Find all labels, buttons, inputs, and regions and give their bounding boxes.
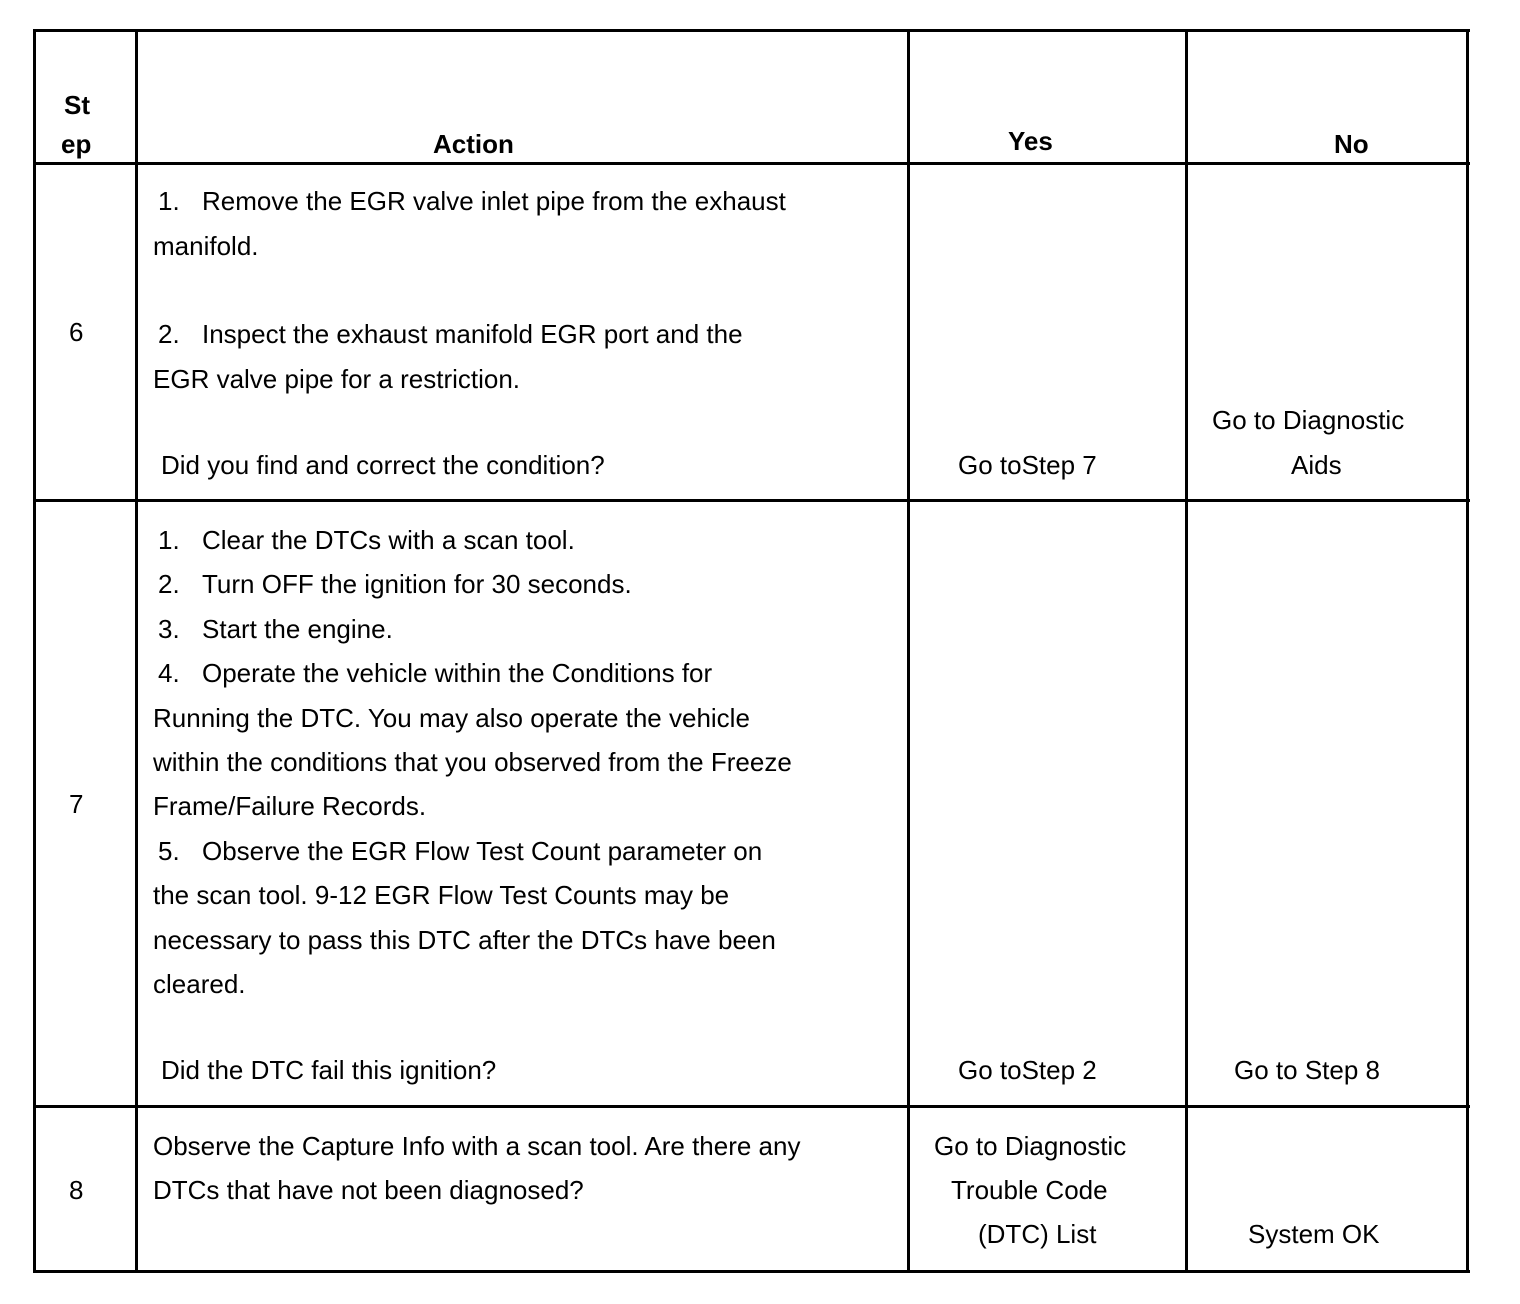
list-number: 2. [158,569,180,599]
row-separator-6-7 [33,499,1470,502]
row7-step3-line1 [155,616,393,642]
column-separator-step-action [135,29,138,1273]
row7-question: Did the DTC fail this ignition? [161,1055,497,1085]
row7-step1-line1 [155,527,575,553]
row6-step2-line1 [155,321,743,347]
row7-no-line1: Go to Step 8 [1234,1055,1380,1085]
list-text: Start the engine. [202,614,393,644]
row6-step1-line1 [155,188,786,214]
column-separator-action-yes [907,29,910,1273]
row8-no-line1: System OK [1248,1219,1380,1249]
table-border-top [33,29,1470,32]
row-separator-7-8 [33,1105,1470,1108]
list-number: 1. [158,186,180,216]
list-number: 3. [158,614,180,644]
step-number-7: 7 [69,789,84,819]
list-text: Operate the vehicle within the Conditions for [202,658,713,688]
row6-no-line2: Aids [1291,450,1342,480]
step-number-8: 8 [69,1175,84,1205]
column-separator-yes-no [1185,29,1188,1273]
header-action: Action [433,129,514,159]
row6-step1-line2: manifold. [153,231,259,261]
row7-step5-line3: necessary to pass this DTC after the DTCs have been [153,925,776,955]
table-border-bottom [33,1270,1470,1273]
row6-question: Did you find and correct the condition? [161,450,605,480]
row6-yes-line1: Go toStep 7 [958,450,1097,480]
list-number: 2. [158,319,180,349]
row7-step5-line2: the scan tool. 9-12 EGR Flow Test Counts may be [153,880,730,910]
row8-yes-line1: Go to Diagnostic [934,1131,1127,1161]
list-text: Inspect the exhaust manifold EGR port and the [202,319,743,349]
list-number: 1. [158,525,180,555]
row7-step4-line2: Running the DTC. You may also operate the vehicle [153,703,750,733]
row7-step4-line1 [155,660,712,686]
row7-step4-line3: within the conditions that you observed from the Freeze [153,747,792,777]
row6-no-line1: Go to Diagnostic [1212,405,1405,435]
list-number: 4. [158,658,180,688]
step-number-6: 6 [69,317,84,347]
row6-step2-line2: EGR valve pipe for a restriction. [153,364,521,394]
table-border-left [33,29,36,1273]
row8-text-line2: DTCs that have not been diagnosed? [153,1175,584,1205]
list-text: Clear the DTCs with a scan tool. [202,525,575,555]
header-step-line-2: ep [61,129,92,159]
row7-step2-line1 [155,571,632,597]
row8-yes-line3: (DTC) List [978,1219,1097,1249]
header-step-line-1: St [64,90,90,120]
row7-step5-line4: cleared. [153,969,246,999]
list-number: 5. [158,836,180,866]
row8-yes-line2: Trouble Code [951,1175,1108,1205]
header-separator [33,162,1470,165]
list-text: Remove the EGR valve inlet pipe from the exhaust [202,186,786,216]
row7-yes-line1: Go toStep 2 [958,1055,1097,1085]
header-yes: Yes [1008,126,1053,156]
list-text: Observe the EGR Flow Test Count parameter on [202,836,763,866]
row7-step5-line1 [155,838,762,864]
header-no: No [1334,129,1369,159]
row7-step4-line4: Frame/Failure Records. [153,791,427,821]
row8-text-line1: Observe the Capture Info with a scan tool. Are there any [153,1131,801,1161]
list-text: Turn OFF the ignition for 30 seconds. [202,569,632,599]
table-border-right [1466,29,1469,1273]
